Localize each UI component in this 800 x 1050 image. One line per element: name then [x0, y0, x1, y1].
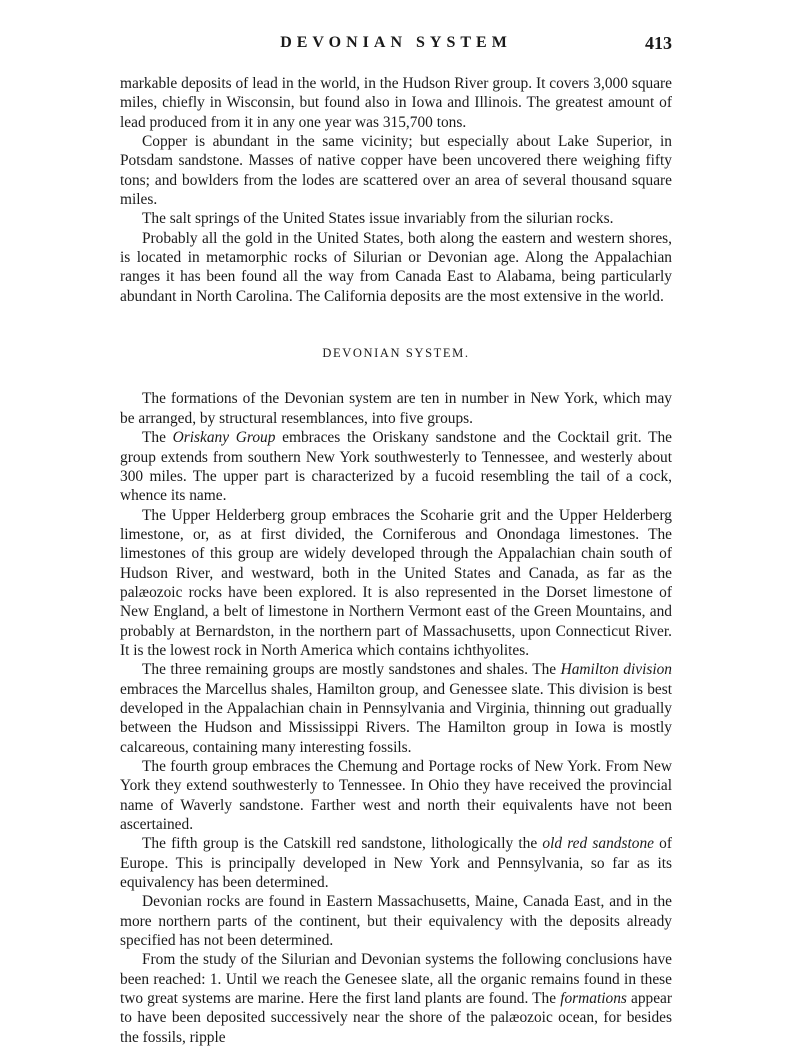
text-run: The three remaining groups are mostly sandstones and shales. The	[142, 661, 561, 679]
text-run: From the study of the Silurian and Devonian systems the following conclusions have been reached: 1. Until we reach the Genesee slate, all the organic remains found in these two great systems are marine. Here the first land plants are found. The	[120, 951, 672, 1008]
paragraph-upper-helderberg: The Upper Helderberg group embraces the Scoharie grit and the Upper Helderberg limestone, or, as at first divided, the Corniferous and Onondaga limestones. The limestones of this group are widely developed through the Appalachian chain south of Hudson River, and westward, both in the United States and Canada, as far as the palæozoic rocks have been explored. It is also represented in the Dorset limestone of New England, a belt of limestone in Northern Vermont east of the Green Mountains, and probably at Bernardston, in the northern part of Massachusetts, upon Connecticut River. It is the lowest rock in North America which contains ichthyolites.	[120, 506, 672, 659]
paragraph-formations: The formations of the Devonian system are ten in number in New York, which may be arranged, by structural resemblances, into five groups.	[120, 390, 672, 427]
italic-term: Hamilton division	[560, 661, 672, 679]
italic-term: Oriskany Group	[172, 429, 276, 447]
paragraph-lead-deposits: markable deposits of lead in the world, in the Hudson River group. It covers 3,000 square miles, chiefly in Wisconsin, but found also in Iowa and Illinois. The greatest amount of lead produced from it in any one year was 315,700 tons.	[120, 75, 672, 131]
paragraph-gold: Probably all the gold in the United States, both along the eastern and western shores, is located in metamorphic rocks of Silurian or Devonian age. Along the Appalachian ranges it has been found all the way from Canada East to Alabama, being particularly abundant in North Carolina. The California deposits are the most extensive in the world.	[120, 229, 672, 305]
paragraph-devonian-rocks: Devonian rocks are found in Eastern Massachusetts, Maine, Canada East, and in the more northern parts of the continent, but their equivalency with the deposits already specified has not been determined.	[120, 893, 672, 950]
text-run: The	[142, 429, 173, 447]
paragraph-catskill	[120, 834, 672, 892]
italic-term: old red sandstone	[542, 835, 654, 853]
paragraph-salt-springs: The salt springs of the United States issue invariably from the silurian rocks.	[142, 210, 614, 228]
running-title: DEVONIAN SYSTEM	[280, 34, 512, 51]
page-body	[120, 74, 672, 1047]
running-head	[120, 34, 672, 56]
paragraph-chemung: The fourth group embraces the Chemung and Portage rocks of New York. From New York they extend southwesterly to Tennessee. In Ohio they have received the provincial name of Waverly sandstone. Farther west and north their equivalents have not been ascertained.	[120, 758, 672, 834]
paragraph-copper: Copper is abundant in the same vicinity; but especially about Lake Superior, in Potsdam sandstone. Masses of native copper have been uncovered there weighing fifty tons; and bowlders from the lodes are scattered over an area of several thousand square miles.	[120, 133, 672, 209]
paragraph-oriskany	[120, 428, 672, 505]
paragraph-hamilton	[120, 660, 672, 757]
text-run: of Europe. This is principally developed in New York and Pennsylvania, so far as its equivalency has been determined.	[120, 835, 672, 892]
paragraph-conclusions	[120, 950, 672, 1047]
text-run: embraces the Oriskany sandstone and the Cocktail grit. The group extends from southern New York southwesterly to Tennessee, and westerly about 300 miles. The upper part is characterized by a fucoid resembling the tail of a cock, whence its name.	[120, 429, 672, 505]
section-heading: DEVONIAN SYSTEM.	[322, 346, 470, 361]
text-run: appear to have been deposited successively near the shore of the palæozoic ocean, for besides the fossils, ripple	[120, 990, 672, 1046]
page-number: 413	[645, 33, 672, 53]
italic-term: formations	[560, 990, 627, 1008]
text-run: embraces the Marcellus shales, Hamilton group, and Genessee slate. This division is best developed in the Appalachian chain in Pennsylvania and Virginia, thinning out gradually between the Hudson and Mississippi Rivers. The Hamilton group in Iowa is mostly calcareous, containing many interesting fossils.	[120, 680, 672, 756]
text-run: The fifth group is the Catskill red sandstone, lithologically the	[142, 835, 543, 853]
